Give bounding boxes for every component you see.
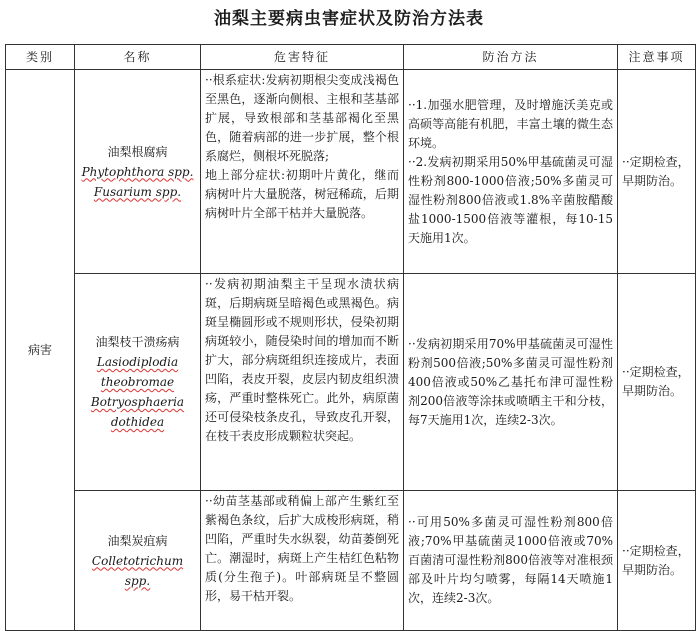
header-note: 注意事项 (618, 45, 696, 70)
scientific-name: theobromae (100, 375, 175, 389)
control-text: ··发病初期采用70%甲基硫菌灵可湿性粉剂500倍液;50%多菌灵可湿性粉剂400倍液或50%乙基托布津可湿性粉剂200倍液等涂抹或喷晒主干和分枝，每7天施用1次，连续2-3次。 (408, 336, 613, 427)
control-text: ··1.加强水肥管理，及时增施沃美克或高硕等高能有机肥，丰富土壤的微生态环境。 (408, 97, 613, 150)
disease-name-cell (75, 70, 201, 274)
table-title: 油梨主要病虫害症状及防治方法表 (214, 9, 484, 29)
table-row (6, 274, 696, 491)
scientific-name: Botryosphaeria (90, 395, 185, 409)
header-name: 名称 (75, 45, 201, 70)
category-cell: 病害 (6, 70, 75, 631)
pest-table (5, 44, 696, 631)
disease-name: 油梨炭疽病 (107, 533, 168, 548)
scientific-name: Colletotrichum (91, 553, 184, 568)
control-cell (404, 491, 618, 631)
disease-name: 油梨枝干溃疡病 (95, 335, 180, 349)
symptom-text: ··幼苗茎基部或稍偏上部产生紫红至紫褐色条纹，后扩大成梭形病斑，稍凹陷，严重时失水纵裂，幼苗萎倒死亡。潮湿时，病斑上产生桔红色粘物质(分生孢子)。叶部病斑呈不整圆形，易干枯开裂。 (205, 494, 399, 603)
note-cell: ··定期检查，早期防治。 (618, 70, 696, 274)
scientific-name: dothidea (110, 415, 165, 429)
control-cell (404, 70, 618, 274)
header-control: 防治方法 (404, 45, 618, 70)
note-cell: ··定期检查，早期防治。 (618, 274, 696, 491)
table-row (6, 491, 696, 631)
scientific-name: Fusarium spp. (93, 184, 182, 199)
disease-name: 油梨根腐病 (107, 144, 168, 159)
scientific-name: spp. (124, 573, 151, 588)
symptom-cell (201, 491, 404, 631)
table-row (6, 70, 696, 274)
control-text: ··可用50%多菌灵可湿性粉剂800倍液;70%甲基硫菌灵1000倍液或70%百菌清可湿性粉剂800倍液等对准根颈部及叶片均匀喷雾，每隔14天喷施1次，连续2-3次。 (408, 515, 613, 605)
scientific-name: Lasiodiplodia (96, 355, 179, 369)
symptom-text: 地上部分症状:初期叶片黄化，继而病树叶片大量脱落，树冠稀疏，后期病树叶片全部干枯并大量脱落。 (205, 168, 399, 220)
symptom-text: ··根系症状:发病初期根尖变成浅褐色至黑色，逐渐向侧根、主根和茎基部扩展，导致根部和茎基部褐化至黑色，随着病部的进一步扩展，整个根系腐烂，侧根坏死脱落; (205, 73, 399, 163)
header-symptom: 危害特征 (201, 45, 404, 70)
disease-name-cell (75, 491, 201, 631)
scientific-name: Phytophthora spp. (81, 164, 194, 179)
control-text: ··2.发病初期采用50%甲基硫菌灵可湿性粉剂800-1000倍液;50%多菌灵可湿性粉剂800倍液或1.8%辛菌胺醋酸盐1000-1500倍液等灌根，每10-15天施用1次。 (408, 154, 613, 245)
control-cell (404, 274, 618, 491)
symptom-text: ··发病初期油梨主干呈现水渍状病斑，后期病斑呈暗褐色或黑褐色。病斑呈椭圆形或不规则形状，侵染初期病斑较小，随侵染时间的增加而不断扩大，部分病斑组织连接成片，表面凹陷，表皮开裂，皮层内韧皮组织溃疡，严重时整株死亡。此外，病原菌还可侵染枝条皮孔，导致皮孔开裂，在枝干表皮形成颗粒状突起。 (205, 277, 399, 443)
note-cell: ··定期检查，早期防治。 (618, 491, 696, 631)
symptom-cell (201, 70, 404, 274)
disease-name-cell (75, 274, 201, 491)
header-category: 类别 (6, 45, 75, 70)
header-row (6, 45, 696, 70)
symptom-cell (201, 274, 404, 491)
